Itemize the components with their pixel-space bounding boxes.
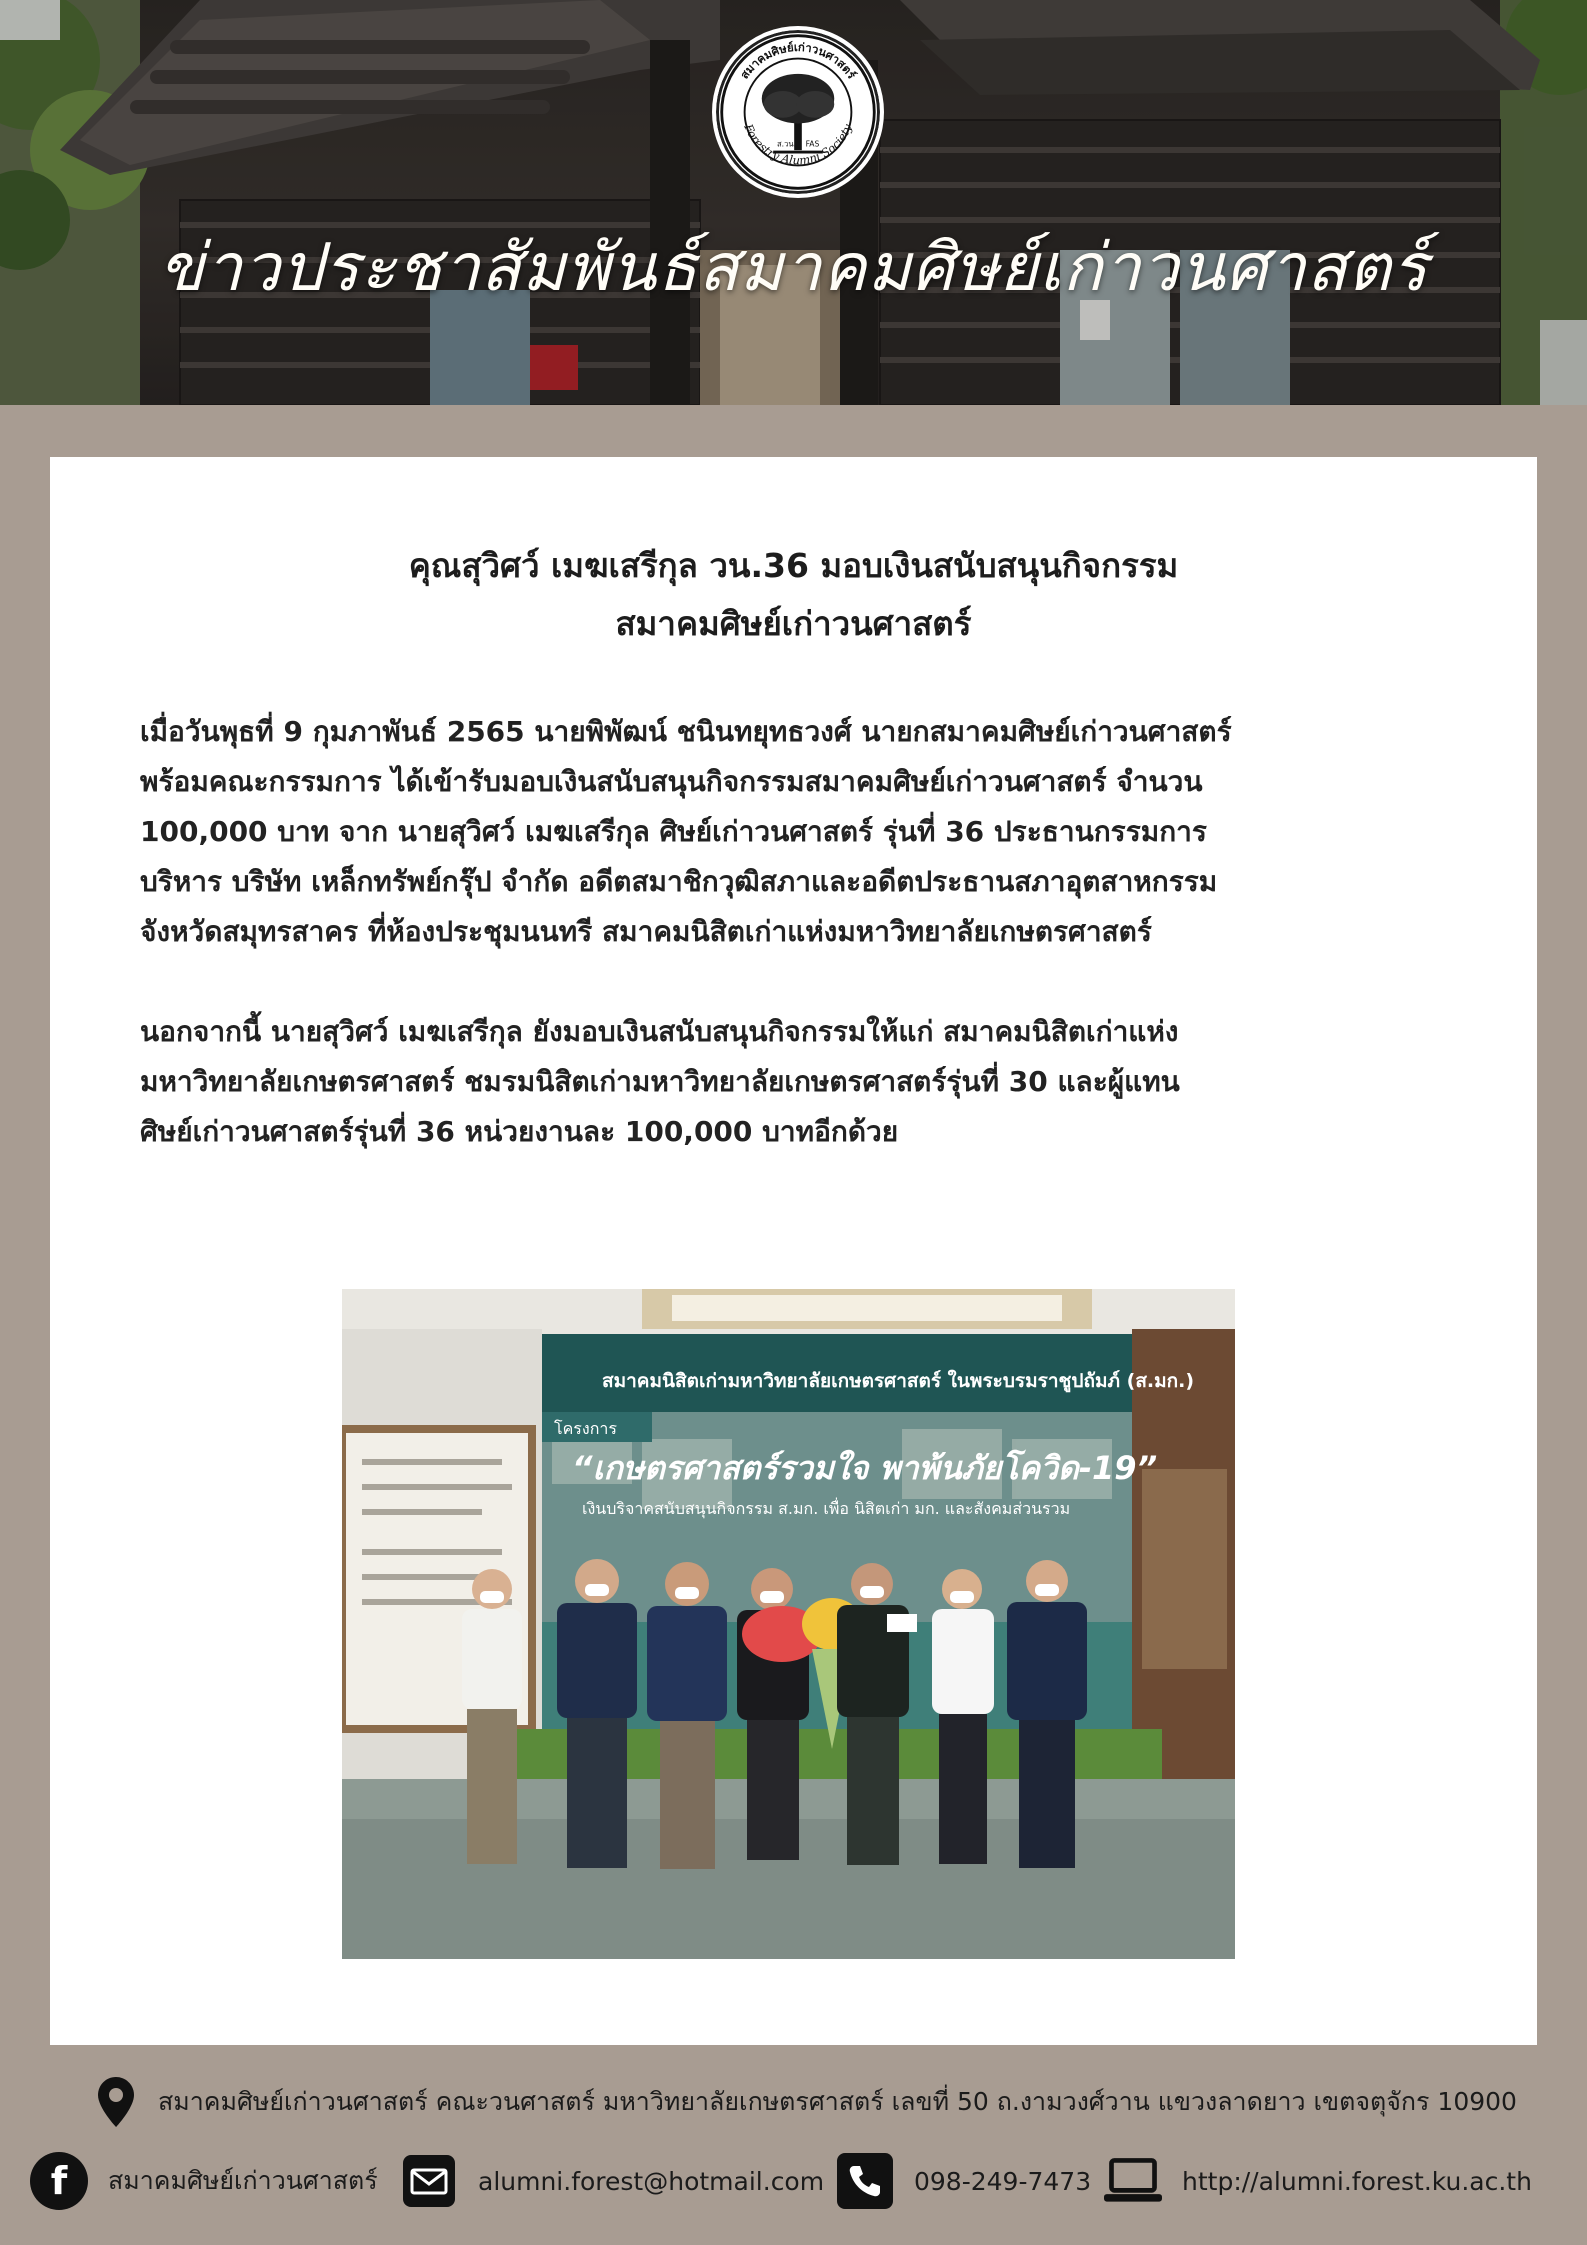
backdrop-tag: โครงการ: [554, 1419, 617, 1438]
email-contact[interactable]: [400, 2150, 824, 2212]
paragraph-line: จังหวัดสมุทรสาคร ที่ห้องประชุมนนทรี สมาคมนิสิตเก่าแห่งมหาวิทยาลัยเกษตรศาสตร์: [140, 915, 1152, 948]
paragraph-line: พร้อมคณะกรรมการ ได้เข้ารับมอบเงินสนับสนุนกิจกรรมสมาคมศิษย์เก่าวนศาสตร์ จำนวน: [140, 765, 1203, 798]
backdrop-subtitle: เงินบริจาคสนับสนุนกิจกรรม ส.มก. เพื่อ นิสิตเก่า มก. และสังคมส่วนรวม: [582, 1499, 1071, 1518]
phone-icon: [836, 2152, 894, 2210]
article-card: [50, 457, 1537, 2045]
backdrop-title: สมาคมนิสิตเก่ามหาวิทยาลัยเกษตรศาสตร์ ในพระบรมราชูปถัมภ์ (ส.มก.): [602, 1370, 1195, 1392]
laptop-icon: [1104, 2152, 1162, 2210]
website-contact[interactable]: [1104, 2150, 1532, 2212]
svg-text:Forestry Alumni Society: Forestry Alumni Society: [741, 121, 855, 168]
facebook-icon: [30, 2152, 88, 2210]
paragraph-line: บริหาร บริษัท เหล็กทรัพย์กรุ๊ป จำกัด อดีตสมาชิกวุฒิสภาและอดีตประธานสภาอุตสาหกรรม: [140, 865, 1218, 898]
paragraph-line: 100,000 บาท จาก นายสุวิศว์ เมฆเสรีกุล ศิษย์เก่าวนศาสตร์ รุ่นที่ 36 ประธานกรรมการ: [140, 815, 1207, 848]
article-headline: [50, 537, 1537, 653]
svg-text:FAS: FAS: [805, 139, 820, 149]
headline-line-2: สมาคมศิษย์เก่าวนศาสตร์: [615, 604, 972, 643]
facebook-name[interactable]: สมาคมศิษย์เก่าวนศาสตร์: [108, 2166, 378, 2195]
group-photo-illustration: [342, 1289, 1235, 1959]
email-address[interactable]: alumni.forest@hotmail.com: [478, 2166, 825, 2196]
paragraph-line: เมื่อวันพุธที่ 9 กุมภาพันธ์ 2565 นายพิพัฒน์ ชนินทยุทธวงศ์ นายกสมาคมศิษย์เก่าวนศาสตร์: [140, 715, 1232, 748]
article-paragraph-1: [140, 707, 1470, 957]
paragraph-line: นอกจากนี้ นายสุวิศว์ เมฆเสรีกุล ยังมอบเงินสนับสนุนกิจกรรมให้แก่ สมาคมนิสิตเก่าแห่ง: [140, 1015, 1179, 1048]
phone-contact[interactable]: [836, 2150, 1091, 2212]
event-photo: [342, 1289, 1235, 1959]
svg-text:ส.วน.: ส.วน.: [777, 139, 796, 149]
tree-logo-icon: [716, 30, 880, 194]
address-text: สมาคมศิษย์เก่าวนศาสตร์ คณะวนศาสตร์ มหาวิทยาลัยเกษตรศาสตร์ เลขที่ 50 ถ.งามวงศ์วาน แขวงลาดยาว เขตจตุจักร 10900: [158, 2087, 1517, 2116]
association-logo: [712, 26, 884, 198]
backdrop-slogan: “เกษตรศาสตร์รวมใจ พาพ้นภัยโควิด-19”: [572, 1449, 1158, 1487]
header-banner: [0, 0, 1587, 405]
footer-address: [96, 2080, 1517, 2124]
website-url[interactable]: http://alumni.forest.ku.ac.th: [1182, 2166, 1532, 2196]
headline-line-1: คุณสุวิศว์ เมฆเสรีกุล วน.36 มอบเงินสนับสนุนกิจกรรม: [408, 546, 1179, 585]
facebook-contact[interactable]: [30, 2150, 378, 2212]
svg-text:สมาคมศิษย์เก่าวนศาสตร์: สมาคมศิษย์เก่าวนศาสตร์: [737, 39, 859, 82]
paragraph-line: มหาวิทยาลัยเกษตรศาสตร์ ชมรมนิสิตเก่ามหาวิทยาลัยเกษตรศาสตร์รุ่นที่ 30 และผู้แทน: [140, 1065, 1180, 1098]
phone-number[interactable]: 098-249-7473: [914, 2166, 1092, 2196]
mail-icon: [400, 2152, 458, 2210]
article-paragraph-2: [140, 1007, 1470, 1157]
svg-text:f: f: [50, 2159, 68, 2203]
banner-title: ข่าวประชาสัมพันธ์สมาคมศิษย์เก่าวนศาสตร์: [158, 229, 1429, 306]
paragraph-line: ศิษย์เก่าวนศาสตร์รุ่นที่ 36 หน่วยงานละ 100,000 บาทอีกด้วย: [140, 1115, 899, 1148]
map-pin-icon: [96, 2077, 136, 2127]
